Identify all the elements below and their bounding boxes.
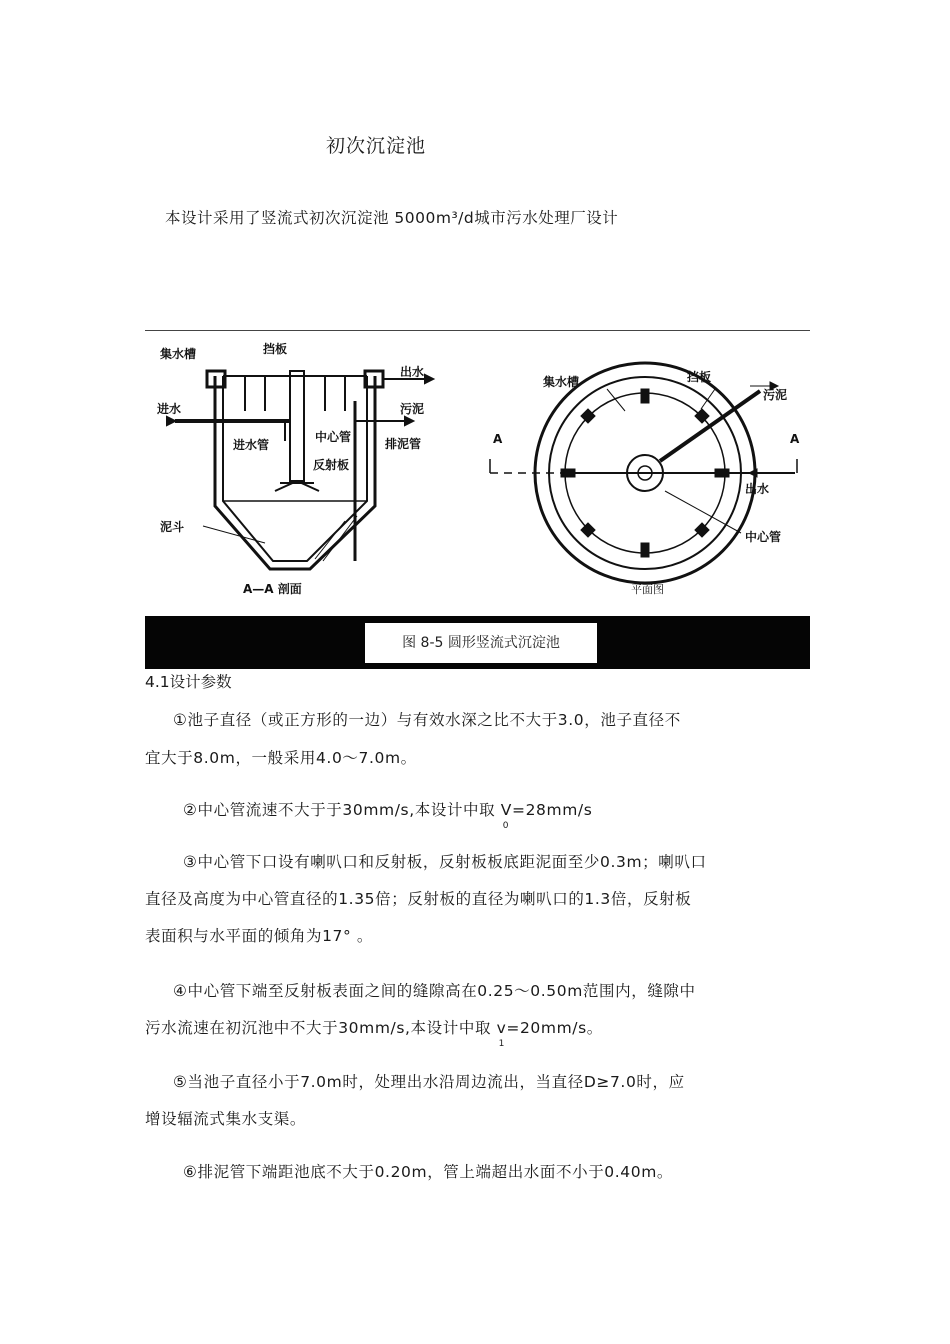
label-sludge-pipe: 排泥管	[385, 437, 422, 451]
figure-caption-bar	[145, 616, 810, 669]
item-5-line-2: 增设辐流式集水支渠。	[145, 1110, 307, 1128]
item-4-value: =20mm/s。	[506, 1019, 603, 1037]
item-4-var: v	[496, 1019, 507, 1037]
item-3-line-2: 直径及高度为中心管直径的1.35倍；反射板的直径为喇叭口的1.3倍，反射板	[145, 890, 692, 908]
label-hopper: 泥斗	[160, 520, 185, 534]
item-2-var: V	[500, 801, 512, 819]
label-inlet-pipe: 进水管	[233, 438, 270, 452]
item-3-line-1: ③中心管下口设有喇叭口和反射板，反射板板底距泥面至少0.3m；喇叭口	[183, 853, 707, 871]
param-item-5	[145, 1068, 810, 1133]
item-2-subscript: 0	[502, 821, 510, 831]
settling-tank-figure	[145, 330, 810, 669]
label-plan-view: 平面图	[631, 583, 664, 596]
label-section: A—A 剖面	[243, 582, 302, 596]
plan-view	[490, 363, 797, 583]
tank-diagram	[145, 331, 810, 616]
label-collect-trough: 集水槽	[160, 347, 197, 361]
label-sludge: 污泥	[400, 402, 425, 416]
label-inlet: 进水	[157, 402, 182, 416]
label-plan-outlet: 出水	[745, 482, 770, 496]
param-item-3	[145, 848, 810, 950]
item-1-line-2: 宜大于8.0m，一般采用4.0～7.0m。	[145, 749, 417, 767]
param-item-6	[145, 1158, 810, 1186]
item-5-line-1: ⑤当池子直径小于7.0m时，处理出水沿周边流出，当直径D≥7.0时，应	[173, 1073, 685, 1091]
item-3-line-3: 表面积与水平面的倾角为17° 。	[145, 927, 374, 945]
param-item-1	[145, 706, 810, 772]
item-4-subscript: 1	[498, 1039, 505, 1049]
label-plan-sludge: 污泥	[763, 388, 788, 402]
label-a-left: A	[493, 432, 503, 446]
figure-caption: 图 8-5 圆形竖流式沉淀池	[365, 623, 597, 663]
section-view	[167, 371, 433, 569]
label-baffle: 挡板	[263, 342, 288, 356]
item-4-line-1: ④中心管下端至反射板表面之间的缝隙高在0.25～0.50m范围内，缝隙中	[173, 982, 696, 1000]
label-reflector: 反射板	[313, 458, 350, 472]
page-title: 初次沉淀池	[326, 135, 427, 157]
param-item-2	[145, 796, 810, 831]
label-outlet: 出水	[400, 365, 425, 379]
item-6-line-1: ⑥排泥管下端距池底不大于0.20m，管上端超出水面不小于0.40m。	[183, 1163, 674, 1181]
item-1-line-1: ①池子直径（或正方形的一边）与有效水深之比不大于3.0，池子直径不	[173, 711, 681, 729]
item-2-text: ②中心管流速不大于于30mm/s,本设计中取	[183, 801, 501, 819]
label-center-pipe: 中心管	[315, 430, 352, 444]
label-a-right: A	[790, 432, 800, 446]
label-plan-trough: 集水槽	[543, 375, 580, 389]
intro-text: 本设计采用了竖流式初次沉淀池 5000m³/d城市污水处理厂设计	[165, 209, 619, 227]
section-heading: 4.1设计参数	[145, 673, 232, 691]
item-2-value: =28mm/s	[512, 801, 593, 819]
label-plan-center: 中心管	[745, 530, 782, 544]
label-plan-baffle: 挡板	[687, 370, 712, 384]
item-4-text: 污水流速在初沉池中不大于30mm/s,本设计中取	[145, 1019, 497, 1037]
param-item-4	[145, 977, 810, 1049]
